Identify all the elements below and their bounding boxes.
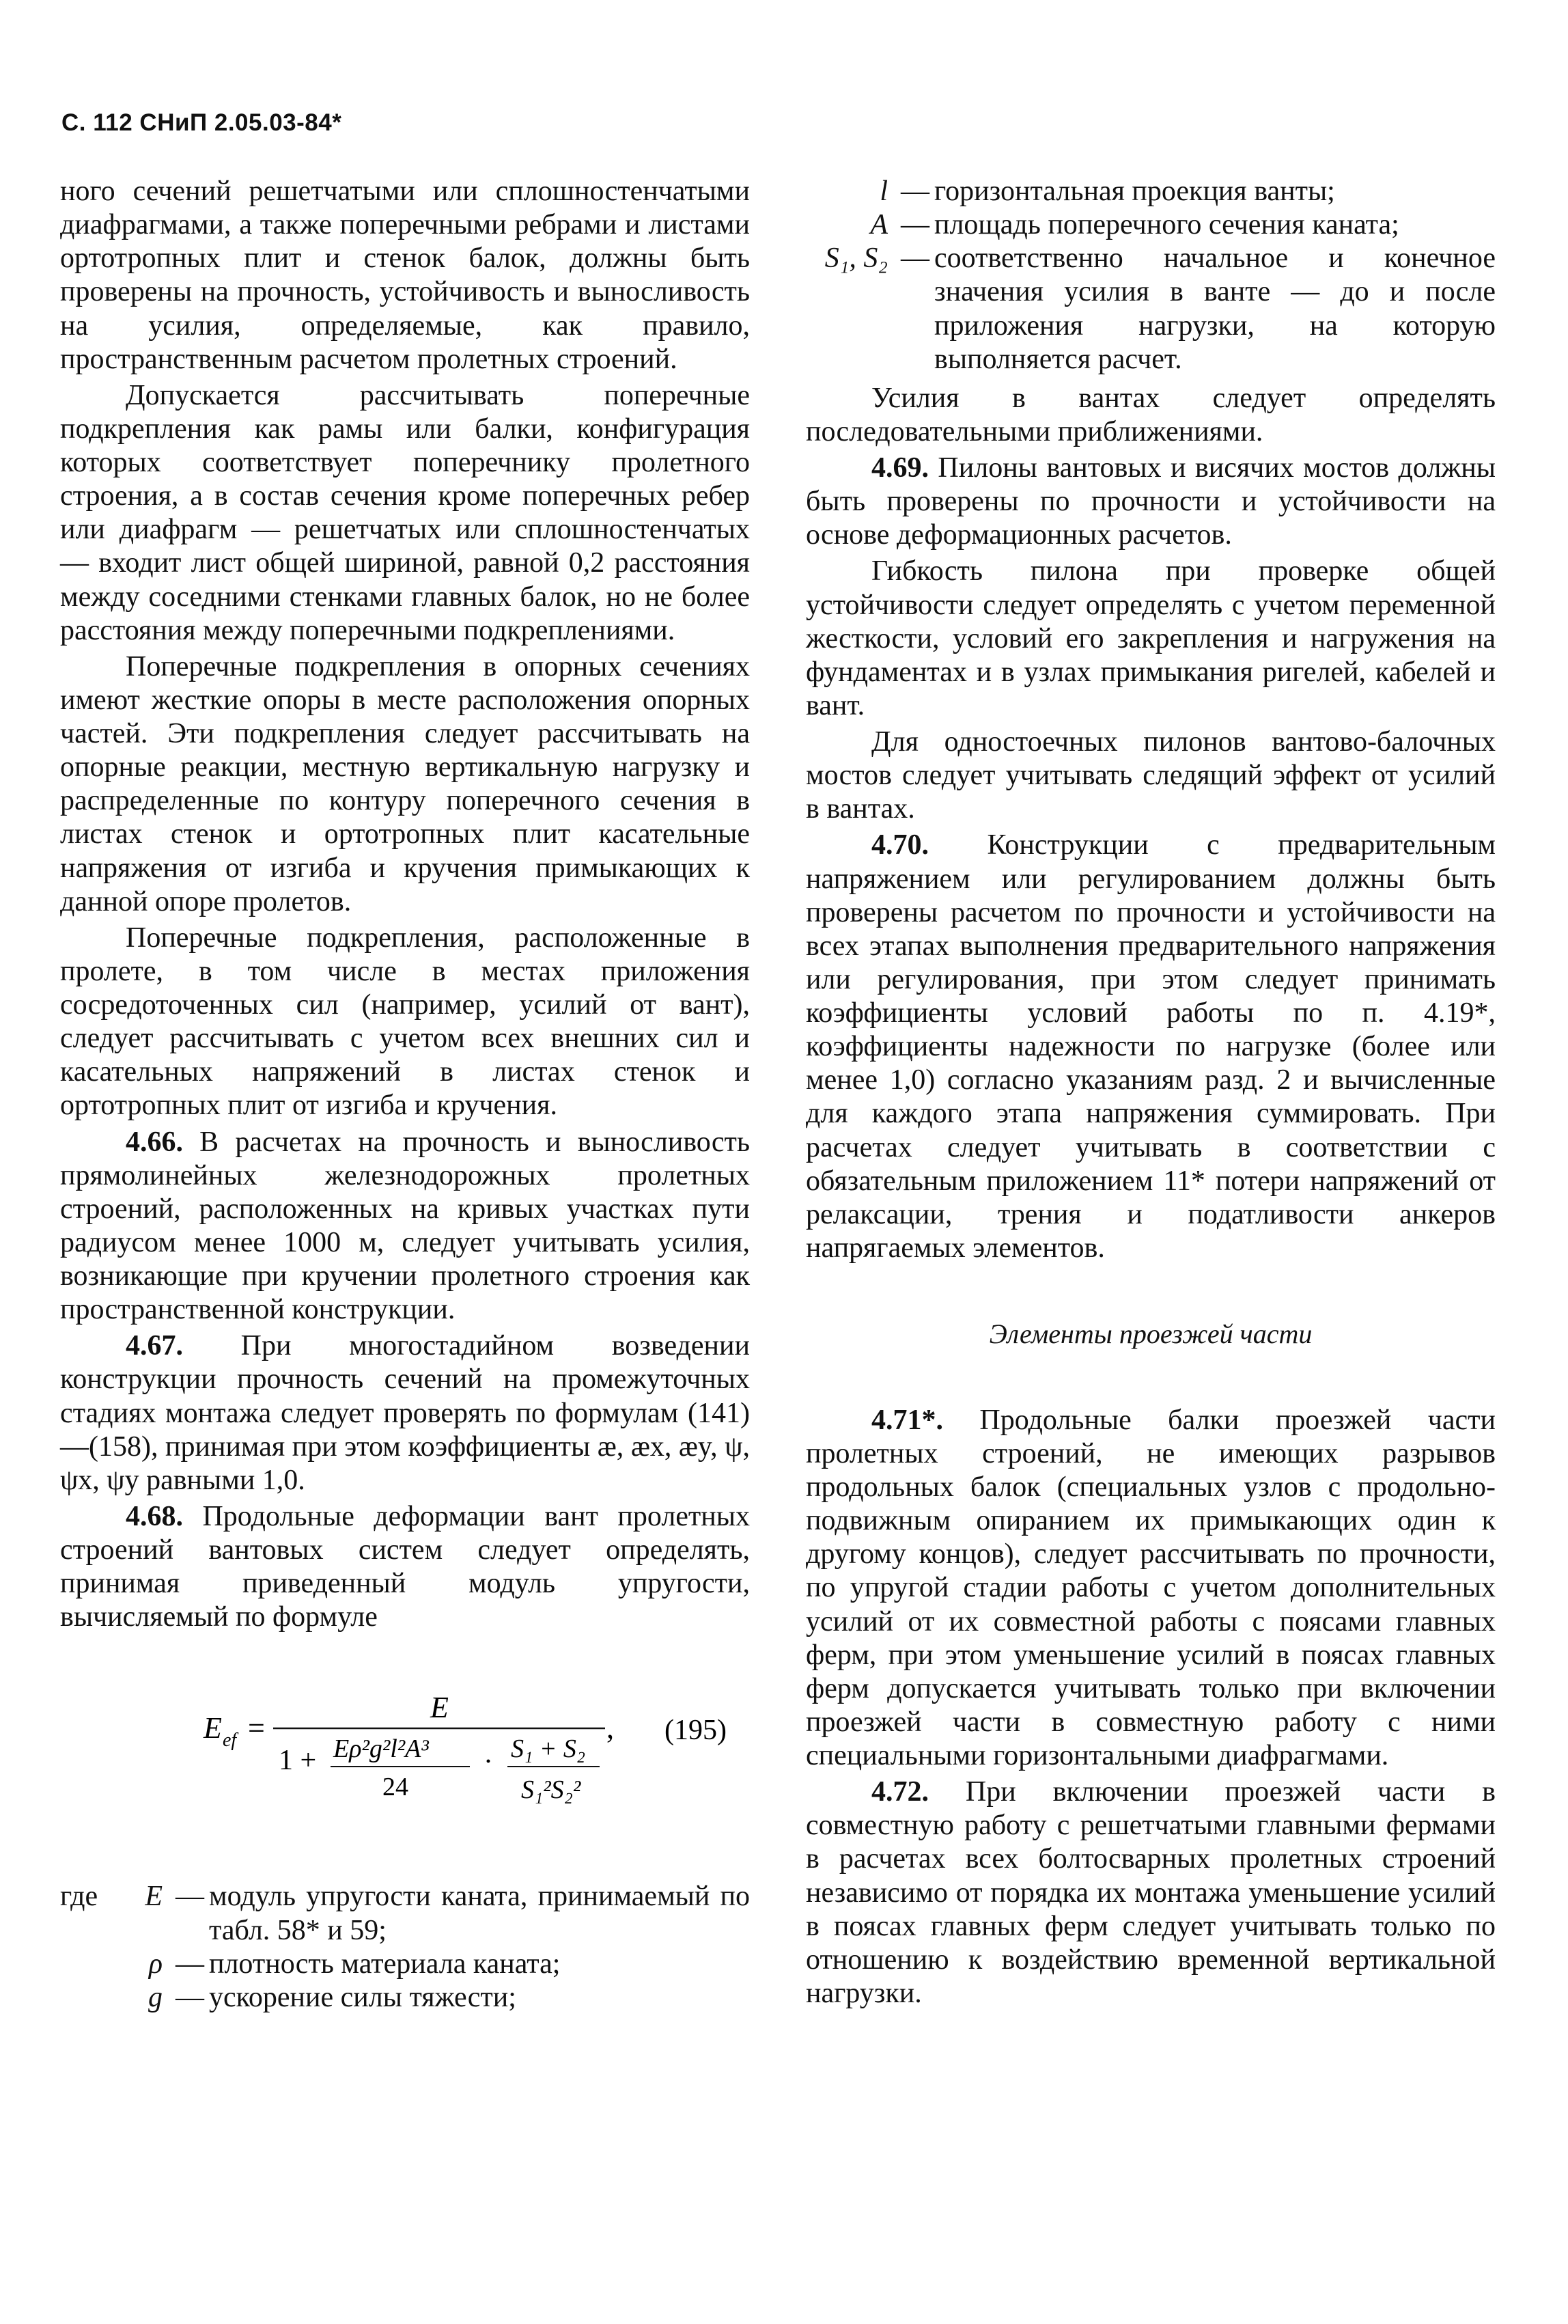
variable-row [60, 1880, 750, 1947]
clause-4-66 [60, 1126, 750, 1327]
dash: — [901, 209, 929, 241]
variable-description: модуль упругости каната, принимаемый по табл. 58* и 59; [209, 1881, 750, 1946]
formula-number: (195) [664, 1715, 727, 1747]
formula-195 [60, 1661, 750, 1832]
formula-comma: , [606, 1711, 614, 1745]
right-column [806, 175, 1496, 2013]
variable-description: ускорение силы тяжести; [209, 1981, 516, 2013]
variable-symbol: E [145, 1881, 163, 1913]
dash: — [901, 243, 929, 275]
variable-description: горизонтальная проекция ванты; [934, 176, 1335, 207]
left-column [60, 175, 750, 2020]
dash: — [176, 1948, 204, 1980]
variable-row [806, 242, 1496, 376]
paragraph: ного сечений решетчатыми или сплошностенчатыми диафрагмами, а также поперечными ребрами и листами ортотропных плит и стенок балок, должны быть проверены на прочность, устойчивость и выносливость на усилия, определяемые, как правило, пространственным расчетом пролетных строений. [60, 176, 750, 375]
formula-frac2-den: 24 [382, 1773, 408, 1802]
formula-frac3-num: S₁ + S₂ [511, 1734, 586, 1764]
paragraph: Допускается рассчитывать поперечные подкрепления как рамы или балки, конфигурация которых соответствует поперечнику пролетного строения, а в состав сечения кроме поперечных ребер или диафрагм — решетчатых или сплошностенчатых — входит лист общей шириной, равной 0,2 расстояния между соседними стенками главных балок, но не более расстояния между поперечными подкреплениями. [60, 379, 750, 646]
clause-4-71 [806, 1404, 1496, 1773]
variable-row [60, 1948, 750, 1981]
variable-symbol: S₁, S₂ [824, 243, 888, 275]
variable-list [60, 1880, 750, 2015]
variable-description: соответственно начальное и конечное значения усилия в ванте — до и после приложения нагрузки, на которую выполняется расчет. [934, 243, 1496, 375]
paragraph: Для одностоечных пилонов вантово-балочных мостов следует учитывать следящий эффект от усилий в вантах. [806, 726, 1496, 825]
clause-number: 4.70. [871, 829, 929, 861]
paragraph: Гибкость пилона при проверке общей устойчивости следует определять с учетом переменной жесткости, условий его закрепления и нагружения на фундаментах и в узлах примыкания ригелей, кабелей и вант. [806, 555, 1496, 721]
variable-symbol: A [870, 209, 888, 241]
formula-lhs-sub: ef [223, 1730, 237, 1752]
clause-text: При включении проезжей части в совместную работу с решетчатыми главными фермами в расчетах всех болтосварных пролетных строений независимо от порядка их монтажа уменьшение усилий в поясах главных ферм следует учитывать только по отношению к воздействию временной вертикальной нагрузки. [806, 1776, 1496, 2009]
clause-4-70 [806, 829, 1496, 1265]
dash: — [176, 1881, 204, 1913]
variable-symbol: ρ [148, 1948, 163, 1980]
clause-number: 4.67. [126, 1330, 183, 1362]
paragraph: Поперечные подкрепления в опорных сечениях имеют жесткие опоры в месте расположения опорных частей. Эти подкрепления следует рассчитывать на опорные реакции, местную вертикальную нагрузку и распределенные по контуру поперечного сечения в листах стенок и ортотропных плит касательные напряжения от изгиба и кручения примыкающих к данной опоре пролетов. [60, 650, 750, 917]
dash: — [901, 176, 929, 207]
clause-4-68 [60, 1500, 750, 1635]
variable-symbol: l [880, 176, 888, 207]
variable-list [806, 175, 1496, 376]
clause-4-67 [60, 1329, 750, 1497]
formula-dot: · [484, 1746, 493, 1778]
formula-frac3-den: S₁²S₂² [521, 1775, 581, 1805]
clause-4-72 [806, 1775, 1496, 2010]
paragraph: Поперечные подкрепления, расположенные в пролете, в том числе в местах приложения сосредоточенных сил (например, усилий от вант), следует рассчитывать с учетом всех внешних сил и касательных напряжений в листах стенок и ортотропных плит от изгиба и кручения. [60, 922, 750, 1122]
variable-symbol: g [148, 1981, 163, 2013]
clause-number: 4.72. [871, 1776, 929, 1808]
where-label: где [60, 1881, 98, 1913]
clause-text: Продольные балки проезжей части пролетных строений, не имеющих разрывов продольных балок (специальных узлов с продольно-подвижным опиранием их примыкающих один к другому концов), следует рассчитывать по прочности, по упругой стадии работы с учетом дополнительных усилий от их совместной работы с поясами главных ферм, при этом уменьшение усилий в поясах главных ферм допускается учитывать только при включении проезжей части в совместную работу с ними специальными горизонтальными диафрагмами. [806, 1404, 1496, 1772]
section-subheading: Элементы проезжей части [989, 1318, 1313, 1349]
clause-number: 4.71*. [871, 1404, 943, 1436]
clause-text: Конструкции с предварительным напряжением или регулированием должны быть проверены расчетом по прочности и устойчивости на всех этапах выполнения предварительного напряжения или регулирования, при этом следует принимать коэффициенты условий работы по п. 4.19*, коэффициенты надежности по нагрузке (более или менее 1,0) согласно указаниям разд. 2 и вычисленные для каждого этапа напряжения суммировать. При расчетах следует учитывать в соответствии с обязательным приложением 11* потери напряжений от релаксации, трения и податливости анкеров напрягаемых элементов. [806, 829, 1496, 1264]
page-header: С. 112 СНиП 2.05.03-84* [61, 109, 342, 136]
variable-row [806, 175, 1496, 208]
formula-frac2-num: Eρ²g²l²A³ [333, 1734, 429, 1764]
clause-4-69 [806, 452, 1496, 552]
paragraph: Усилия в вантах следует определять последовательными приближениями. [806, 382, 1496, 447]
formula-equals: = [248, 1711, 265, 1745]
formula-denom-one: 1 + [279, 1745, 317, 1777]
clause-text: При многостадийном возведении конструкции прочность сечений на промежуточных стадиях монтажа следует проверять по формулам (141) —(158), принимая при этом коэффициенты æ, æx, æy, ψ, ψx, ψy равными 1,0. [60, 1330, 750, 1496]
clause-number: 4.69. [871, 452, 929, 484]
variable-description: плотность материала каната; [209, 1948, 561, 1980]
clause-text: В расчетах на прочность и выносливость прямолинейных железнодорожных пролетных строений, расположенных на кривых участках пути радиусом менее 1000 м, следует учитывать усилия, возникающие при кручении пролетного строения как пространственной конструкции. [60, 1126, 750, 1326]
variable-row [60, 1981, 750, 2015]
clause-number: 4.68. [126, 1500, 183, 1532]
clause-number: 4.66. [126, 1126, 183, 1158]
variable-row [806, 208, 1496, 242]
variable-description: площадь поперечного сечения каната; [934, 209, 1399, 241]
clause-text: Пилоны вантовых и висячих мостов должны быть проверены по прочности и устойчивости на основе деформационных расчетов. [806, 452, 1496, 551]
formula-lhs: E [204, 1711, 222, 1745]
formula-numerator: E [430, 1691, 449, 1725]
clause-text: Продольные деформации вант пролетных строений вантовых систем следует определять, принимая приведенный модуль упругости, вычисляемый по формуле [60, 1500, 750, 1633]
dash: — [176, 1981, 204, 2013]
